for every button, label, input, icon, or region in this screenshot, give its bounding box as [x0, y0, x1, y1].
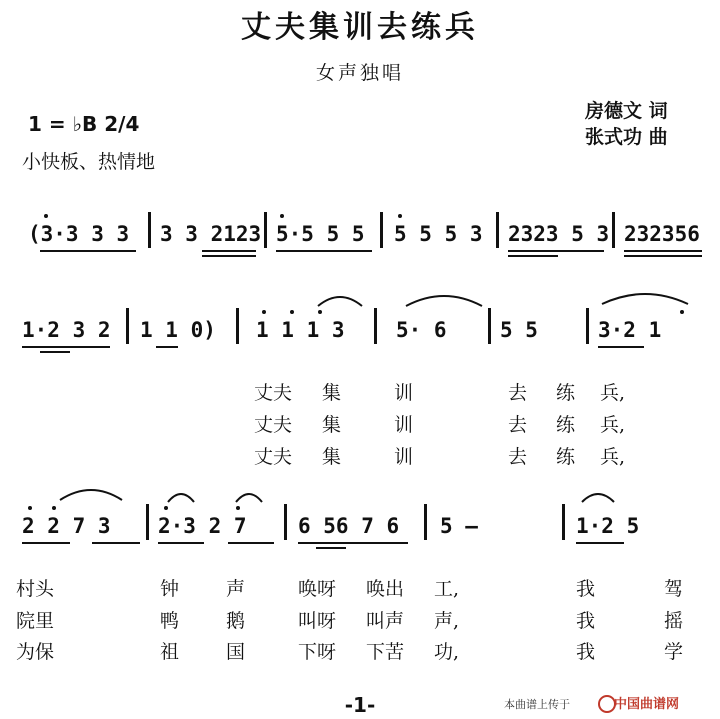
lyricist-credit: 房德文 词	[585, 100, 668, 122]
measure: 232356	[624, 222, 700, 246]
octave-dot	[164, 506, 168, 510]
underline-beam	[22, 346, 110, 348]
lyric-word: 训	[394, 414, 414, 436]
underline-beam	[202, 255, 256, 257]
barline	[424, 504, 427, 540]
lyric-word: 下苦	[366, 641, 405, 663]
lyric-word: 为保	[16, 641, 55, 663]
site-logo-text[interactable]: 中国曲谱网	[614, 697, 680, 712]
underline-beam	[316, 547, 346, 549]
lyric-word: 去	[508, 382, 528, 404]
lyric-word: 集	[322, 414, 342, 436]
barline	[374, 308, 377, 344]
lyric-word: 叫呀	[298, 610, 337, 632]
upload-note: 本曲谱上传于	[504, 698, 570, 711]
barline	[562, 504, 565, 540]
barline	[488, 308, 491, 344]
octave-dot	[262, 310, 266, 314]
tie-slur	[404, 290, 484, 308]
measure: 2 2 7 3	[22, 514, 111, 538]
lyric-word: 钟	[160, 578, 180, 600]
octave-dot	[44, 214, 48, 218]
underline-beam	[624, 255, 702, 257]
measure: 2323 5 3	[508, 222, 610, 246]
measure: 5· 6	[396, 318, 447, 342]
lyric-word: 练	[556, 382, 576, 404]
measure: 1·2 5	[576, 514, 640, 538]
lyric-word: 练	[556, 414, 576, 436]
lyric-word: 丈夫	[254, 446, 293, 468]
key-signature: 1 = ♭B 2/4	[28, 112, 140, 136]
lyric-word: 驾	[664, 578, 684, 600]
underline-beam	[598, 346, 644, 348]
underline-beam	[576, 542, 624, 544]
octave-dot	[680, 310, 684, 314]
lyric-word: 去	[508, 446, 528, 468]
octave-dot	[398, 214, 402, 218]
lyric-word: 鸭	[160, 610, 180, 632]
measure: 5 5	[500, 318, 538, 342]
lyric-word: 我	[576, 641, 596, 663]
underline-beam	[228, 542, 274, 544]
lyric-word: 下呀	[298, 641, 337, 663]
octave-dot	[236, 506, 240, 510]
tie-slur	[316, 290, 364, 308]
measure: 1·2 3 2	[22, 318, 111, 342]
lyric-word: 祖	[160, 641, 180, 663]
tie-slur	[600, 288, 690, 306]
barline	[146, 504, 149, 540]
lyric-word: 声,	[434, 610, 460, 632]
octave-dot	[290, 310, 294, 314]
octave-dot	[280, 214, 284, 218]
lyric-word: 训	[394, 382, 414, 404]
lyric-word: 工,	[434, 578, 460, 600]
barline	[612, 212, 615, 248]
barline	[284, 504, 287, 540]
composer-credit: 张式功 曲	[585, 126, 668, 148]
measure: 1 1 1 3	[256, 318, 345, 342]
tie-slur	[580, 488, 616, 504]
lyric-word: 我	[576, 610, 596, 632]
lyric-word: 兵,	[600, 414, 626, 436]
lyric-word: 村头	[16, 578, 55, 600]
barline	[586, 308, 589, 344]
barline	[380, 212, 383, 248]
octave-dot	[318, 310, 322, 314]
measure: 3 3 2123	[160, 222, 262, 246]
tie-slur	[58, 484, 124, 502]
measure: 5 —	[440, 514, 478, 538]
measure: 2·3 2 7	[158, 514, 247, 538]
underline-beam	[22, 542, 70, 544]
lyric-word: 兵,	[600, 446, 626, 468]
underline-beam	[40, 351, 70, 353]
measure: 1 1 0)	[140, 318, 216, 342]
song-title: 丈夫集训去练兵	[241, 10, 479, 45]
lyric-word: 集	[322, 446, 342, 468]
lyric-word: 训	[394, 446, 414, 468]
lyric-word: 院里	[16, 610, 55, 632]
lyric-word: 唤出	[366, 578, 405, 600]
underline-beam	[158, 542, 204, 544]
measure: 3·2 1	[598, 318, 662, 342]
underline-beam	[508, 250, 604, 252]
underline-beam	[276, 250, 372, 252]
measure: 6 56 7 6	[298, 514, 400, 538]
lyric-word: 叫声	[366, 610, 405, 632]
lyric-word: 丈夫	[254, 382, 293, 404]
barline	[236, 308, 239, 344]
lyric-word: 功,	[434, 641, 460, 663]
page-number: -1-	[344, 693, 376, 717]
measure: (3·3 3 3	[28, 222, 130, 246]
lyric-word: 学	[664, 641, 684, 663]
lyric-word: 丈夫	[254, 414, 293, 436]
lyric-word: 练	[556, 446, 576, 468]
lyric-word: 声	[226, 578, 246, 600]
underline-beam	[298, 542, 408, 544]
lyric-word: 我	[576, 578, 596, 600]
lyric-word: 国	[226, 641, 246, 663]
underline-beam	[624, 250, 702, 252]
song-subtitle: 女声独唱	[315, 62, 404, 84]
lyric-word: 兵,	[600, 382, 626, 404]
underline-beam	[92, 542, 140, 544]
measure: 5 5 5 3	[394, 222, 483, 246]
tie-slur	[234, 488, 264, 504]
underline-beam	[508, 255, 558, 257]
octave-dot	[52, 506, 56, 510]
tempo-marking: 小快板、热情地	[22, 151, 156, 173]
lyric-word: 鹅	[226, 610, 246, 632]
barline	[496, 212, 499, 248]
lyric-word: 集	[322, 382, 342, 404]
octave-dot	[28, 506, 32, 510]
underline-beam	[156, 346, 178, 348]
lyric-word: 唤呀	[298, 578, 337, 600]
tie-slur	[166, 488, 196, 504]
barline	[148, 212, 151, 248]
underline-beam	[40, 250, 136, 252]
barline	[264, 212, 267, 248]
lyric-word: 去	[508, 414, 528, 436]
barline	[126, 308, 129, 344]
underline-beam	[202, 250, 256, 252]
lyric-word: 摇	[664, 610, 684, 632]
measure: 5·5 5 5	[276, 222, 365, 246]
